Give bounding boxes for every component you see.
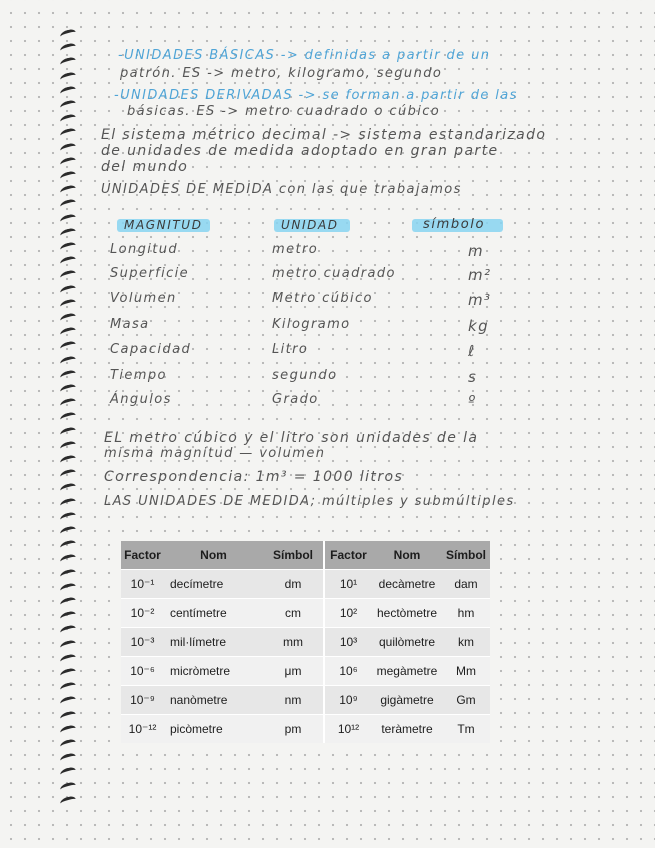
factor-cell: 10³ <box>324 628 372 657</box>
table-row <box>121 570 490 599</box>
spiral-coil <box>59 185 77 197</box>
col-nom-2: Nom <box>372 541 442 570</box>
factor-cell: 10⁶ <box>324 657 372 686</box>
unidad-cell: Metro cúbico <box>272 291 373 306</box>
spiral-coil <box>59 469 77 481</box>
factor-cell: 10¹ <box>324 570 372 599</box>
note-correspondence: Correspondencia: 1m³ = 1000 litros <box>104 469 404 485</box>
nom-cell: gigàmetre <box>372 686 442 715</box>
spiral-coil <box>59 710 77 722</box>
factor-cell: 10² <box>324 599 372 628</box>
nom-cell: mil·límetre <box>164 628 263 657</box>
spiral-coil <box>59 298 77 310</box>
spiral-coil <box>59 142 77 154</box>
magnitud-cell: Ángulos <box>110 392 172 407</box>
spiral-coil <box>59 639 77 651</box>
spiral-coil <box>59 426 77 438</box>
simbolo-cell: kg <box>468 317 490 335</box>
table-row <box>121 715 490 744</box>
simbol-cell: Mm <box>442 657 490 686</box>
spiral-coil <box>59 241 77 253</box>
simbol-cell: Tm <box>442 715 490 744</box>
nom-cell: megàmetre <box>372 657 442 686</box>
simbolo-cell: m² <box>468 266 492 284</box>
factor-cell: 10⁻⁶ <box>121 657 164 686</box>
note-metric-system-2: de unidades de medida adoptado en gran parte <box>101 143 499 159</box>
spiral-coil <box>59 696 77 708</box>
spiral-coil <box>59 99 77 111</box>
nom-cell: teràmetre <box>372 715 442 744</box>
simbol-cell: dam <box>442 570 490 599</box>
magnitud-cell: Tiempo <box>110 368 167 383</box>
unidad-cell: metro cuadrado <box>272 266 396 281</box>
spiral-coil <box>59 753 77 765</box>
header-simbolo: símbolo <box>423 217 486 232</box>
simbol-cell: dm <box>263 570 324 599</box>
note-derived-units-1: -UNIDADES DERIVADAS -> se forman a partir de las <box>114 88 518 103</box>
spiral-coil <box>59 454 77 466</box>
note-derived-units-2: básicas. ES -> metro cuadrado o cúbico <box>127 104 441 119</box>
note-units-we-work: UNIDADES DE MEDIDA con las que trabajamos <box>101 182 462 197</box>
spiral-coil <box>59 568 77 580</box>
spiral-coil <box>59 327 77 339</box>
factor-cell: 10⁹ <box>324 686 372 715</box>
simbolo-cell: m <box>468 242 485 260</box>
spiral-coil <box>59 525 77 537</box>
table-row <box>121 686 490 715</box>
note-basic-units-2: patrón. ES -> metro, kilogramo, segundo <box>120 66 443 81</box>
spiral-coil <box>59 767 77 779</box>
spiral-coil <box>59 57 77 69</box>
spiral-coil <box>59 625 77 637</box>
header-magnitud: MAGNITUD <box>124 218 203 232</box>
nom-cell: decímetre <box>164 570 263 599</box>
note-volume-2: misma magnitud — volumen <box>104 446 326 461</box>
col-simbol-1: Símbol <box>263 541 324 570</box>
simbolo-cell: ℓ <box>468 342 476 360</box>
units-table <box>121 541 490 743</box>
factor-cell: 10⁻¹² <box>121 715 164 744</box>
col-factor-2: Factor <box>324 541 372 570</box>
spiral-coil <box>59 43 77 55</box>
spiral-coil <box>59 667 77 679</box>
spiral-coil <box>59 270 77 282</box>
simbolo-cell: º <box>468 392 477 410</box>
spiral-coil <box>59 170 77 182</box>
unidad-cell: Litro <box>272 342 309 357</box>
units-table-header <box>121 541 490 570</box>
spiral-coil <box>59 596 77 608</box>
note-metric-system-1: El sistema métrico decimal -> sistema estandarizado <box>101 127 547 143</box>
spiral-coil <box>59 412 77 424</box>
unidad-cell: Kilogramo <box>272 317 351 332</box>
spiral-coil <box>59 355 77 367</box>
factor-cell: 10⁻³ <box>121 628 164 657</box>
spiral-coil <box>59 213 77 225</box>
spiral-coil <box>59 724 77 736</box>
nom-cell: quilòmetre <box>372 628 442 657</box>
magnitud-cell: Superficie <box>110 266 190 281</box>
col-simbol-2: Símbol <box>442 541 490 570</box>
header-unidad: UNIDAD <box>281 218 339 232</box>
simbol-cell: nm <box>263 686 324 715</box>
spiral-coil <box>59 497 77 509</box>
unidad-cell: metro <box>272 242 319 257</box>
spiral-coil <box>59 85 77 97</box>
spiral-coil <box>59 156 77 168</box>
spiral-coil <box>59 28 77 40</box>
spiral-coil <box>59 738 77 750</box>
note-multiples: LAS UNIDADES DE MEDIDA; múltiples y submúltiples <box>104 494 515 509</box>
note-volume-1: EL metro cúbico y el litro son unidades de la <box>104 430 479 446</box>
col-nom-1: Nom <box>164 541 263 570</box>
spiral-coil <box>59 554 77 566</box>
simbolo-cell: s <box>468 368 478 386</box>
spiral-coil <box>59 682 77 694</box>
table-row <box>121 599 490 628</box>
nom-cell: micròmetre <box>164 657 263 686</box>
factor-cell: 10⁻² <box>121 599 164 628</box>
simbol-cell: mm <box>263 628 324 657</box>
nom-cell: picòmetre <box>164 715 263 744</box>
note-basic-units-1: -UNIDADES BÁSICAS -> definidas a partir de un <box>118 48 491 63</box>
table-row <box>121 628 490 657</box>
factor-cell: 10⁻⁹ <box>121 686 164 715</box>
note-metric-system-3: del mundo <box>101 159 189 175</box>
magnitud-cell: Masa <box>110 317 150 332</box>
magnitud-cell: Volumen <box>110 291 177 306</box>
spiral-coil <box>59 440 77 452</box>
spiral-coil <box>59 795 77 807</box>
spiral-coil <box>59 227 77 239</box>
nom-cell: nanòmetre <box>164 686 263 715</box>
spiral-coil <box>59 199 77 211</box>
spiral-coil <box>59 341 77 353</box>
spiral-coil <box>59 71 77 83</box>
spiral-coil <box>59 781 77 793</box>
spiral-coil <box>59 284 77 296</box>
nom-cell: decàmetre <box>372 570 442 599</box>
factor-cell: 10⁻¹ <box>121 570 164 599</box>
simbolo-cell: m³ <box>468 291 492 309</box>
spiral-coil <box>59 483 77 495</box>
spiral-coil <box>59 369 77 381</box>
spiral-coil <box>59 256 77 268</box>
spiral-coil <box>59 398 77 410</box>
spiral-coil <box>59 611 77 623</box>
unidad-cell: Grado <box>272 392 319 407</box>
nom-cell: hectòmetre <box>372 599 442 628</box>
table-row <box>121 657 490 686</box>
spiral-coil <box>59 312 77 324</box>
simbol-cell: cm <box>263 599 324 628</box>
spiral-coil <box>59 540 77 552</box>
simbol-cell: hm <box>442 599 490 628</box>
simbol-cell: km <box>442 628 490 657</box>
unidad-cell: segundo <box>272 368 338 383</box>
nom-cell: centímetre <box>164 599 263 628</box>
spiral-coil <box>59 653 77 665</box>
factor-cell: 10¹² <box>324 715 372 744</box>
col-factor-1: Factor <box>121 541 164 570</box>
simbol-cell: Gm <box>442 686 490 715</box>
spiral-coil <box>59 383 77 395</box>
simbol-cell: μm <box>263 657 324 686</box>
magnitud-cell: Capacidad <box>110 342 192 357</box>
spiral-coil <box>59 511 77 523</box>
spiral-coil <box>59 114 77 126</box>
spiral-coil <box>59 582 77 594</box>
simbol-cell: pm <box>263 715 324 744</box>
spiral-coil <box>59 128 77 140</box>
spiral-binding <box>0 30 80 820</box>
magnitud-cell: Longitud <box>110 242 179 257</box>
